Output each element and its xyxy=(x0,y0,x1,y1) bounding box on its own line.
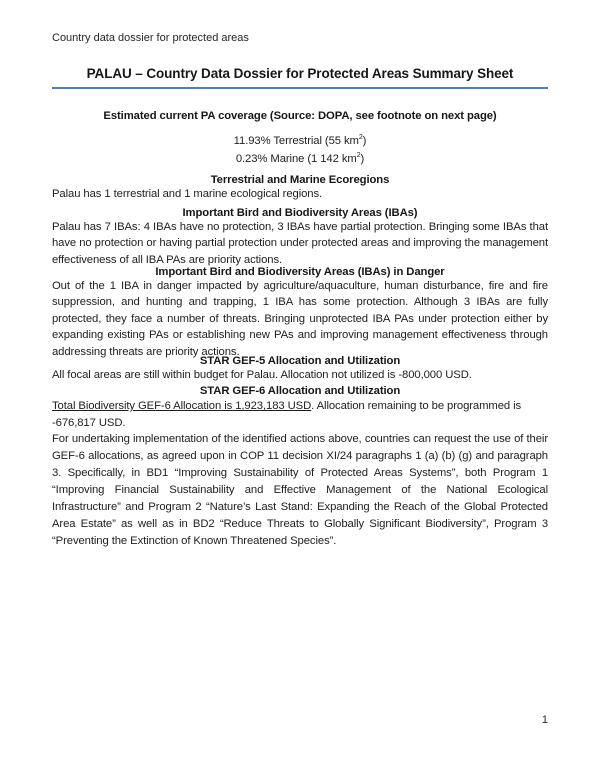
heading-star-gef5: STAR GEF-5 Allocation and Utilization xyxy=(199,355,401,367)
marine-coverage-text: 0.23% Marine (1 142 km xyxy=(235,153,357,165)
terrestrial-coverage-line xyxy=(52,132,548,150)
allocation-remaining-text: . Allocation remaining to be programmed is -676,817 USD. xyxy=(52,400,522,429)
superscript-2: 2 xyxy=(358,134,363,142)
ecoregions-body: Palau has 1 terrestrial and 1 marine ecological regions. xyxy=(52,188,323,200)
ibas-body: Palau has 7 IBAs: 4 IBAs have no protection, 3 IBAs have partial protection. Bringing some IBAs that have no protection or having partial protection under protected areas and improving the management effectiveness of all IBA PAs are priority actions. xyxy=(52,220,548,266)
title-block xyxy=(52,65,548,89)
heading-ecoregions: Terrestrial and Marine Ecoregions xyxy=(210,174,390,186)
running-header: Country data dossier for protected areas xyxy=(52,32,249,44)
superscript-2: 2 xyxy=(356,152,361,160)
marine-coverage-close: ) xyxy=(360,153,365,165)
star-gef5-body: All focal areas are still within budget for Palau. Allocation not utilized is -800,000 USD. xyxy=(52,369,472,381)
document-title: PALAU – Country Data Dossier for Protected Areas Summary Sheet xyxy=(86,66,514,81)
heading-ibas: Important Bird and Biodiversity Areas (IBAs) xyxy=(182,206,418,219)
heading-pa-coverage: Estimated current PA coverage (Source: DOPA, see footnote on next page) xyxy=(103,110,497,122)
star-gef6-body: For undertaking implementation of the identified actions above, countries can request the use of their GEF-6 allocations, as agreed upon in COP 11 decision XI/24 paragraphs 1 (a) (b) (g) and paragraph 3. Specifically, in BD1 “Improving Sustainability of Protected Areas Systems”, both Program 1 “Improving Financial Sustainability and Effective Management of the National Ecological Infrastructure” and Program 2 “Nature’s Last Stand: Expanding the Reach of the Global Protected Area Estate” as well as in BD2 “Reduce Threats to Globally Significant Biodiversity”, Program 3 “Preventing the Extinction of Known Threatened Species”. xyxy=(52,433,548,547)
ibas-in-danger-body: Out of the 1 IBA in danger impacted by agriculture/aquaculture, human disturbance, fire and fire suppression, and hunting and trapping, 1 IBA has some protection. Although 3 IBAs are fully protected, they face a number of threats. Bringing unprotected IBA PAs under protection either by expanding existing PAs or establishing new PAs and improving management effectiveness through addressing threats are priority actions. xyxy=(52,279,548,358)
marine-coverage-line xyxy=(52,150,548,168)
underlined-allocation-text: Total Biodiversity GEF-6 Allocation is 1,923,183 USD xyxy=(52,400,312,412)
heading-ibas-in-danger: Important Bird and Biodiversity Areas (IBAs) in Danger xyxy=(155,265,445,278)
page-number: 1 xyxy=(541,714,548,726)
pa-coverage-values xyxy=(52,132,548,168)
terrestrial-coverage-text: 11.93% Terrestrial (55 km xyxy=(233,135,359,147)
star-gef6-allocation-line xyxy=(52,398,548,431)
heading-star-gef6: STAR GEF-6 Allocation and Utilization xyxy=(199,385,401,397)
terrestrial-coverage-close: ) xyxy=(362,135,367,147)
